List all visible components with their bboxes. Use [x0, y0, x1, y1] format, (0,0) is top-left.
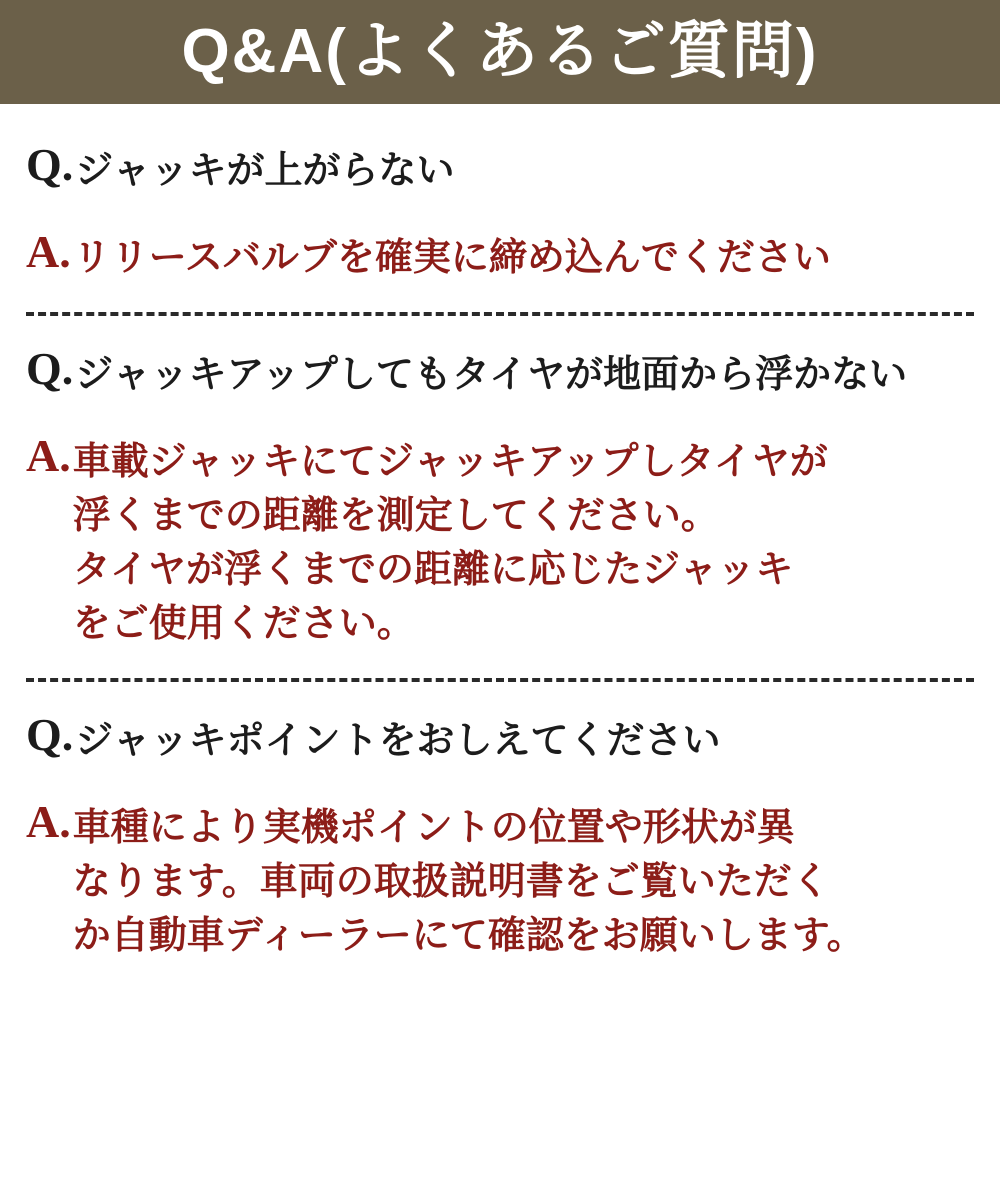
question-text-2 — [75, 342, 907, 403]
question-text-1 — [75, 138, 454, 199]
section-divider-1 — [26, 312, 974, 316]
question-row-1 — [26, 138, 974, 199]
page-header — [0, 0, 1000, 104]
question-marker: Q. — [26, 708, 74, 760]
question-line: ジャッキポイントをおしえてください — [75, 719, 721, 762]
answer-line: タイヤが浮くまでの距離に応じたジャッキ — [72, 548, 794, 591]
faq-item-3 — [26, 708, 974, 964]
answer-row-3 — [26, 795, 974, 964]
answer-line: なります。車両の取扱説明書をご覧いただく — [72, 860, 830, 903]
answer-line: 浮くまでの距離を測定してください。 — [72, 494, 719, 537]
answer-marker: A. — [26, 795, 71, 847]
answer-row-2 — [26, 429, 974, 652]
question-text-3 — [75, 708, 720, 769]
question-line: ジャッキアップしてもタイヤが地面から浮かない — [75, 353, 908, 396]
answer-line: をご使用ください。 — [72, 602, 415, 645]
faq-item-1 — [26, 138, 974, 286]
answer-marker: A. — [26, 429, 71, 481]
answer-marker: A. — [26, 225, 71, 277]
answer-row-1 — [26, 225, 974, 286]
answer-line: 車種により実機ポイントの位置や形状が異 — [72, 806, 795, 849]
answer-line: 車載ジャッキにてジャッキアップしタイヤが — [72, 440, 828, 483]
answer-line: リリースバルブを確実に締め込んでください — [72, 236, 831, 279]
faq-item-2 — [26, 342, 974, 652]
question-line: ジャッキが上がらない — [75, 150, 455, 192]
answer-text-2 — [73, 429, 828, 652]
answer-line: か自動車ディーラーにて確認をお願いします。 — [72, 914, 865, 957]
section-divider-2 — [26, 678, 974, 682]
page-title: Q&A(よくあるご質問) — [181, 17, 819, 86]
question-marker: Q. — [26, 342, 74, 394]
question-row-3 — [26, 708, 974, 769]
question-marker: Q. — [26, 139, 74, 190]
answer-text-1 — [73, 225, 831, 286]
question-row-2 — [26, 342, 974, 403]
answer-text-3 — [73, 795, 865, 964]
faq-content — [0, 104, 1000, 963]
